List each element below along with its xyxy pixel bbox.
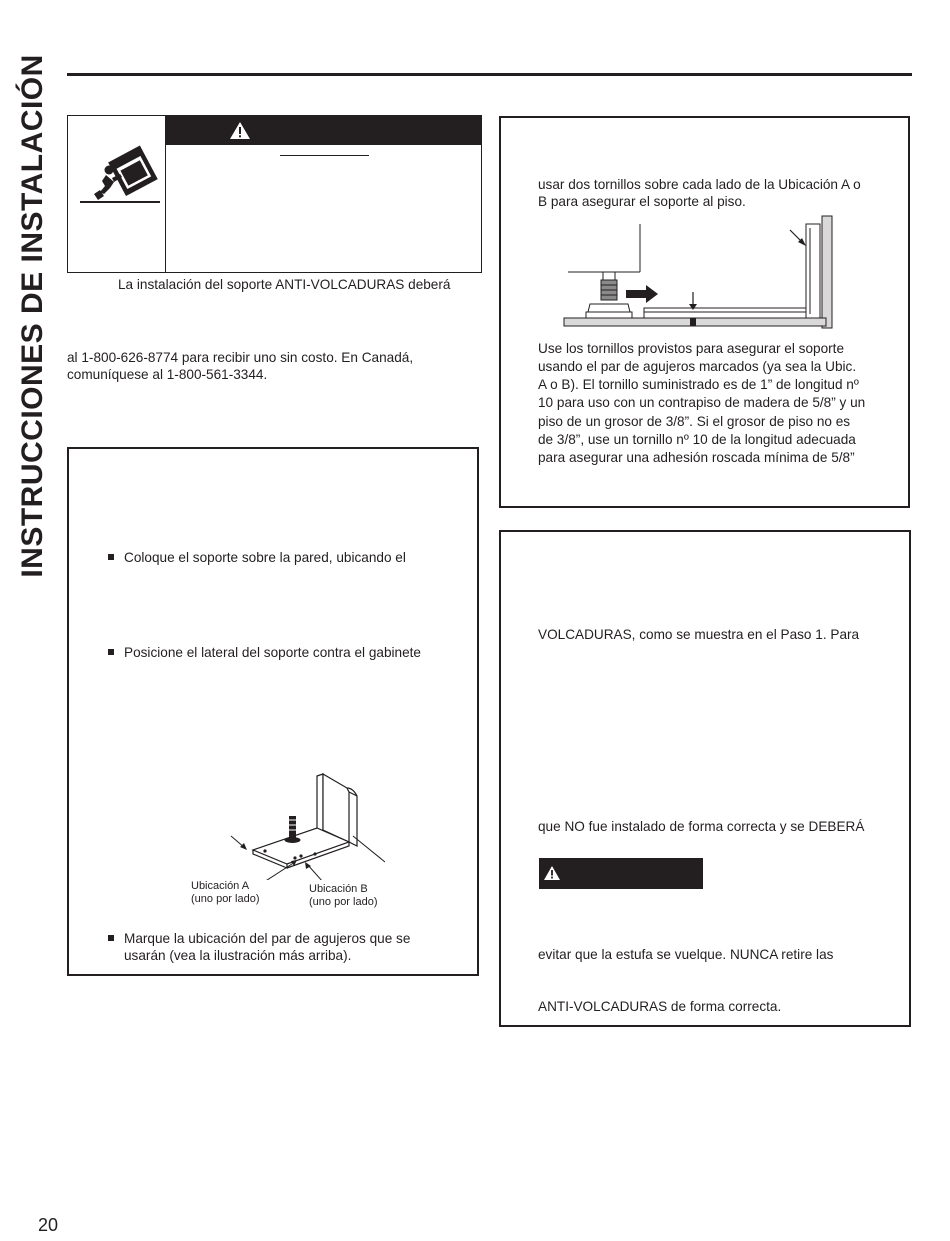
warning-triangle-icon: [543, 865, 561, 881]
verify-line-4: ANTI-VOLCADURAS de forma correcta.: [538, 999, 782, 1014]
location-b-note: (uno por lado): [309, 896, 378, 908]
page-number: 20: [38, 1215, 59, 1235]
screw-line: piso de un grosor de 3/8”. Si el grosor de piso no es: [538, 413, 851, 429]
floor-screw-illustration: [560, 214, 840, 332]
warning-triangle-icon: [229, 121, 251, 140]
warning-title-underline: [280, 155, 369, 156]
verify-line-1: VOLCADURAS, como se muestra en el Paso 1. Para: [538, 627, 860, 642]
bullet-text-1: Coloque el soporte sobre la pared, ubicando el: [124, 550, 406, 565]
screw-line: 10 para uso con un contrapiso de madera de 5/8” y un: [538, 395, 866, 411]
bullet-text-3-line-1: Marque la ubicación del par de agujeros que se: [124, 931, 411, 946]
step-box-left: [67, 447, 479, 976]
bullet-text-2: Posicione el lateral del soporte contra el gabinete: [124, 645, 421, 660]
location-b-label: Ubicación B: [309, 883, 368, 895]
side-title-text: INSTRUCCIONES DE INSTALACIÓN: [16, 53, 50, 578]
bullet-marker: [108, 649, 114, 655]
warning-caption: La instalación del soporte ANTI-VOLCADURAS deberá: [118, 277, 451, 292]
top-rule: [67, 73, 912, 76]
bullet-text-3-line-2: usarán (vea la ilustración más arriba).: [124, 948, 352, 963]
location-a-label: Ubicación A: [191, 880, 250, 892]
location-a-note: (uno por lado): [191, 893, 260, 905]
verify-line-3: evitar que la estufa se vuelque. NUNCA retire las: [538, 947, 834, 962]
screw-line: Use los tornillos provistos para asegurar el soporte: [538, 341, 845, 356]
screw-line: usando el par de agujeros marcados (ya sea la Ubic.: [538, 359, 857, 375]
verify-line-2: que NO fue instalado de forma correcta y se DEBERÁ: [538, 819, 865, 834]
screw-intro-line-2: B para asegurar el soporte al piso.: [538, 194, 746, 209]
screw-line: para asegurar una adhesión roscada mínima de 5/8”: [538, 449, 855, 465]
contact-line-1: al 1-800-626-8774 para recibir uno sin costo. En Canadá,: [67, 350, 414, 365]
bullet-marker: [108, 935, 114, 941]
screw-intro-line-1: usar dos tornillos sobre cada lado de la Ubicación A o: [538, 177, 861, 192]
bracket-locations-illustration: [225, 770, 385, 880]
screw-line: de 3/8”, use un tornillo nº 10 de la longitud adecuada: [538, 431, 856, 447]
contact-line-2: comuníquese al 1-800-561-3344.: [67, 367, 268, 382]
bullet-marker: [108, 554, 114, 560]
screw-line: A o B). El tornillo suministrado es de 1” de longitud nº: [538, 377, 859, 393]
side-section-title: [8, 38, 58, 593]
warning-label-bar: [539, 858, 703, 889]
screw-instructions: [538, 340, 900, 467]
tip-over-hazard-icon: [78, 138, 163, 208]
warning-header-bar: [166, 115, 482, 145]
